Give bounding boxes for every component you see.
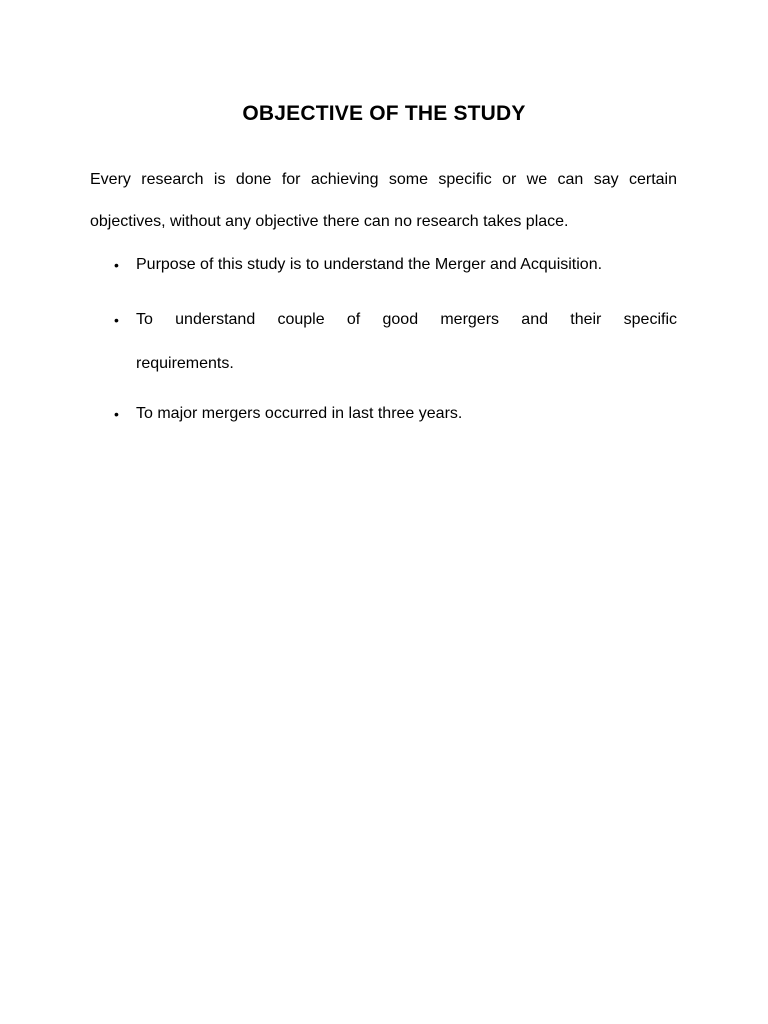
list-item bbox=[114, 392, 677, 436]
bullet-icon: • bbox=[114, 406, 119, 422]
page-title: OBJECTIVE OF THE STUDY bbox=[242, 102, 526, 125]
intro-line-1: Every research is done for achieving some specific or we can say certain bbox=[90, 171, 677, 188]
intro-paragraph bbox=[90, 159, 677, 243]
bullet-icon: • bbox=[114, 257, 119, 273]
list-item bbox=[114, 298, 677, 386]
list-item-text: Purpose of this study is to understand the Merger and Acquisition. bbox=[136, 256, 603, 273]
list-item-line-2: requirements. bbox=[136, 355, 234, 372]
list-item bbox=[114, 243, 677, 287]
list-item-text bbox=[136, 298, 677, 386]
intro-line-2: objectives, without any objective there can no research takes place. bbox=[90, 213, 569, 230]
bullet-icon: • bbox=[114, 312, 119, 328]
list-item-line-1: To understand couple of good mergers and their specific bbox=[136, 311, 677, 328]
list-item-text: To major mergers occurred in last three years. bbox=[136, 405, 463, 422]
